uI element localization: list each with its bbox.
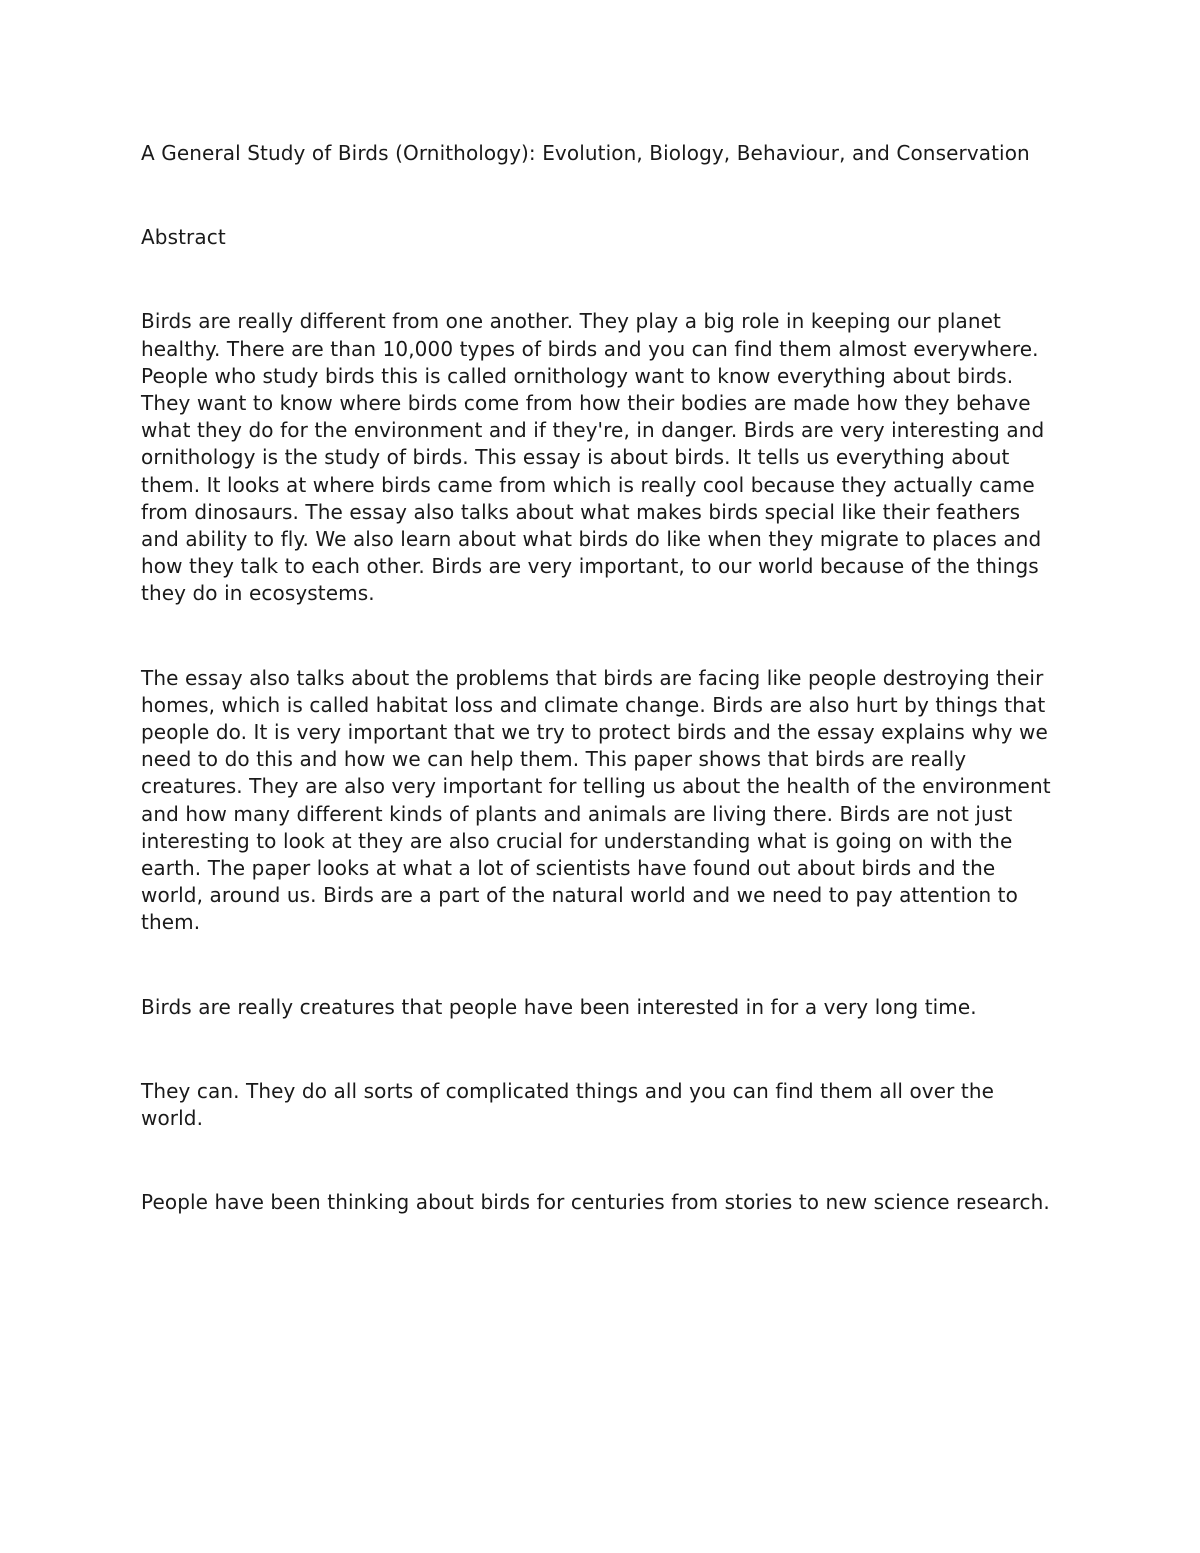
paragraph: People have been thinking about birds for centuries from stories to new science research. (141, 1190, 1050, 1215)
paragraph: Birds are really creatures that people have been interested in for a very long time. (141, 994, 977, 1019)
document-title: A General Study of Birds (Ornithology): Evolution, Biology, Behaviour, and Conservation (141, 141, 1030, 165)
paragraph: The essay also talks about the problems that birds are facing like people destroying their homes, which is called habitat loss and climate change. Birds are also hurt by things that people do. It is very important that we try to protect birds and the essay explains why we need to do this and how we can help them. This paper shows that birds are really creatures. They are also very important for telling us about the health of the environment and how many different kinds of plants and animals are living there. Birds are not just interesting to look at they are also crucial for understanding what is going on with the earth. The paper looks at what a lot of scientists have found out about birds and the world, around us. Birds are a part of the natural world and we need to pay attention to them. (141, 665, 1051, 935)
abstract-heading: Abstract (141, 225, 226, 250)
paragraph: They can. They do all sorts of complicated things and you can find them all over the world. (141, 1078, 995, 1131)
paragraph: Birds are really different from one another. They play a big role in keeping our planet healthy. There are than 10,000 types of birds and you can find them almost everywhere. People who study birds this is called ornithology want to know everything about birds. They want to know where birds come from how their bodies are made how they behave what they do for the environment and if they're, in danger. Birds are very interesting and ornithology is the study of birds. This essay is about birds. It tells us everything about them. It looks at where birds came from which is really cool because they actually came from dinosaurs. The essay also talks about what makes birds special like their feathers and ability to fly. We also learn about what birds do like when they migrate to places and how they talk to each other. Birds are very important, to our world because of the things they do in ecosystems. (141, 309, 1045, 606)
document-body (141, 140, 1061, 1273)
